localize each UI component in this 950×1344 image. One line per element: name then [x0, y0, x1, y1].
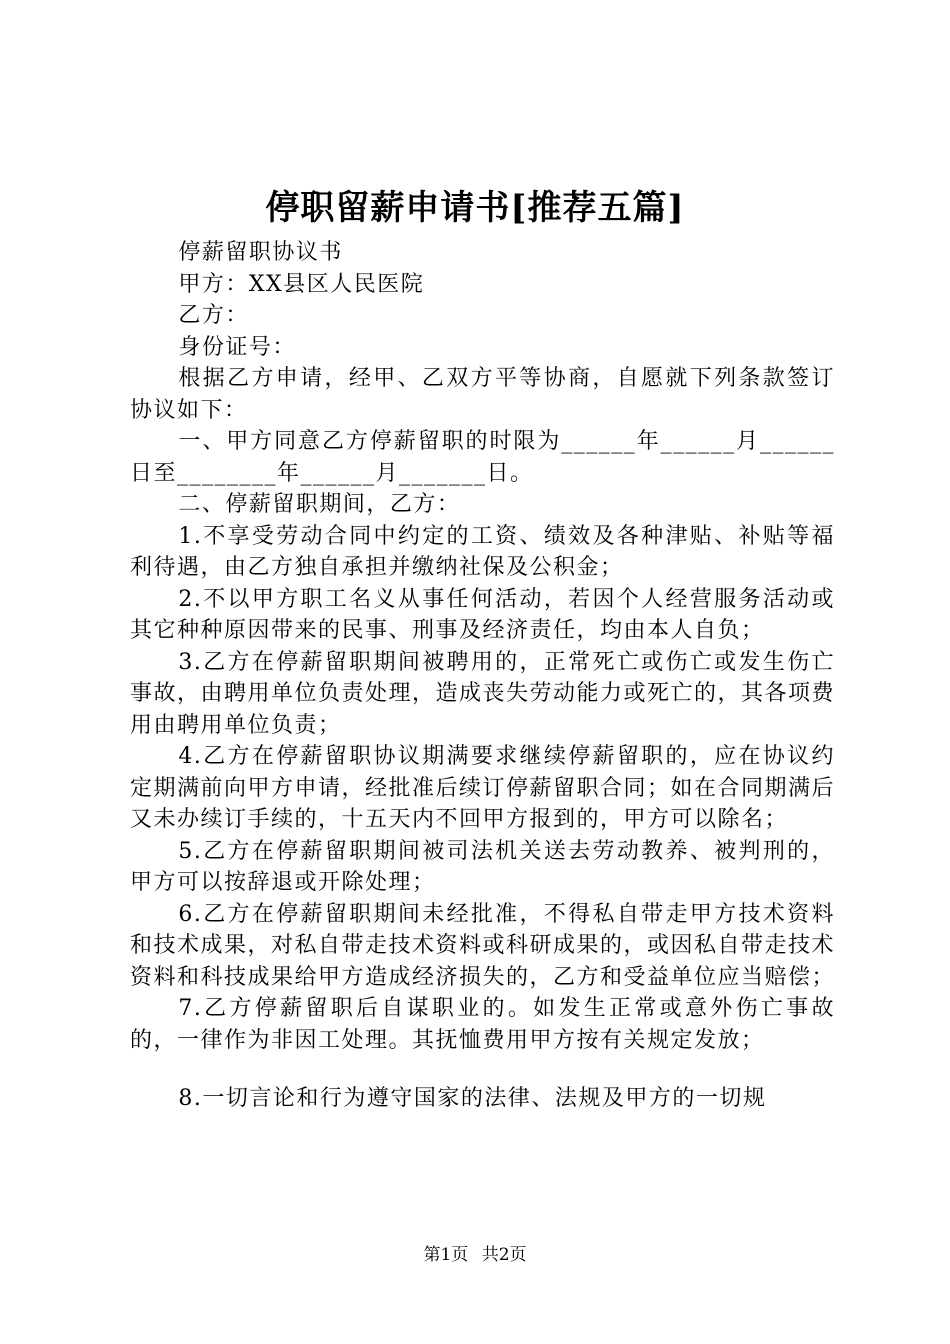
page-footer: [0, 1243, 950, 1267]
page-number: 第1页: [423, 1245, 469, 1265]
paragraph-clause-2: 二、停薪留职期间，乙方：: [178, 492, 461, 517]
paragraph-agreement-heading: 停薪留职协议书: [178, 240, 343, 265]
paragraph-party-a: 甲方：XX县区人民医院: [178, 271, 425, 297]
paragraph-item-8: 8.一切言论和行为遵守国家的法律、法规及甲方的一切规: [178, 1086, 767, 1111]
paragraph-item-5: 5.乙方在停薪留职期间被司法机关送去劳动教养、被判刑的，甲方可以按辞退或开除处理；: [130, 838, 835, 895]
document-title: 停职留薪申请书[推荐五篇]: [265, 188, 685, 228]
page-total: 共2页: [481, 1245, 527, 1265]
paragraph-item-6: 6.乙方在停薪留职期间未经批准，不得私自带走甲方技术资料和技术成果，对私自带走技术资料或科研成果的，或因私自带走技术资料和科技成果给甲方造成经济损失的，乙方和受益单位应当赔偿；: [130, 901, 836, 990]
paragraph-item-4: 4.乙方在停薪留职协议期满要求继续停薪留职的，应在协议约定期满前向甲方申请，经批准后续订停薪留职合同；如在合同期满后又未办续订手续的，十五天内不回甲方报到的，甲方可以除名；: [130, 744, 836, 832]
document-body: [130, 237, 835, 1115]
paragraph-item-3: 3.乙方在停薪留职期间被聘用的，正常死亡或伤亡或发生伤亡事故，由聘用单位负责处理，造成丧失劳动能力或死亡的，其各项费用由聘用单位负责；: [130, 649, 836, 738]
paragraph-item-2: 2.不以甲方职工名义从事任何活动，若因个人经营服务活动或其它种种原因带来的民事、刑事及经济责任，均由本人自负；: [130, 586, 835, 643]
paragraph-item-7: 7.乙方停薪留职后自谋职业的。如发生正常或意外伤亡事故的，一律作为非因工处理。其抚恤费用甲方按有关规定发放；: [130, 996, 835, 1053]
paragraph-clause-1: 一、甲方同意乙方停薪留职的时限为______年______月______日至________年______月_______日。: [130, 429, 835, 486]
paragraph-party-b: 乙方：: [178, 303, 249, 328]
paragraph-preamble: 根据乙方申请，经甲、乙双方平等协商，自愿就下列条款签订协议如下：: [130, 366, 835, 423]
paragraph-item-1: 1.不享受劳动合同中约定的工资、绩效及各种津贴、补贴等福利待遇，由乙方独自承担并缴纳社保及公积金；: [130, 523, 835, 580]
paragraph-id-number: 身份证号：: [178, 334, 296, 360]
